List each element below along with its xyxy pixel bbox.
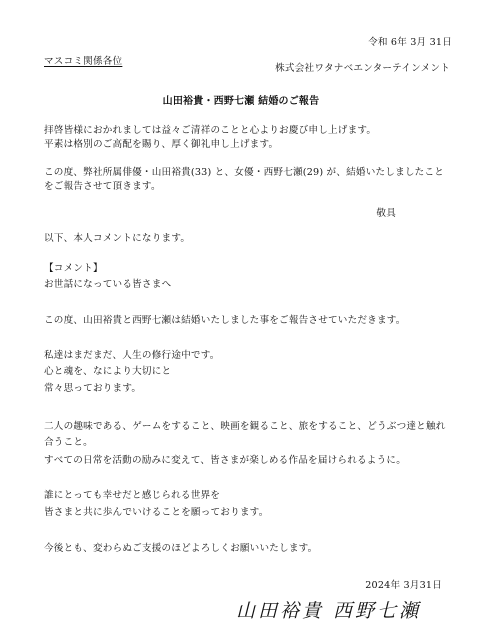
- comment-salutation: お世話になっている皆さまへ: [44, 279, 172, 290]
- comment-hobbies-line-1: 二人の趣味である、ゲームをすること、映画を観ること、旅をすること、どうぶつ達と触れ: [44, 421, 446, 432]
- comment-report: この度、山田裕貴と西野七瀬は結婚いたしました事をご報告させていただきます。: [44, 315, 406, 326]
- comment-hobbies-line-2: 合うこと。: [44, 437, 93, 448]
- recipient-line: マスコミ関係各位: [44, 56, 123, 67]
- document-date: 令和 6年 3月 31日: [368, 37, 452, 48]
- comment-wish-line-1: 誰にとっても幸せだと感じられる世界を: [44, 490, 221, 501]
- comment-growth-line-3: 常々思っております。: [44, 383, 142, 394]
- company-name: 株式会社ワタナベエンターテインメント: [275, 63, 450, 74]
- comment-intro: 以下、本人コメントになります。: [44, 233, 191, 244]
- document-title: 山田裕貴・西野七瀬 結婚のご報告: [162, 96, 320, 107]
- comment-heading: 【コメント】: [44, 263, 103, 274]
- comment-growth-line-1: 私達はまだまだ、人生の修行途中です。: [44, 350, 220, 361]
- closing-keigu: 敬具: [376, 208, 396, 219]
- signature-text: 山田裕貴 西野七瀬: [236, 600, 422, 622]
- comment-closing: 今後とも、変わらぬご支援のほどよろしくお願いいたします。: [44, 543, 318, 554]
- announcement-line-1: この度、弊社所属俳優・山田裕貴(33) と、女優・西野七瀬(29) が、結婚いたしましたこと: [44, 167, 445, 178]
- handwritten-signature: [232, 596, 442, 624]
- comment-wish-line-2: 皆さまと共に歩んでいけることを願っております。: [44, 507, 269, 518]
- greeting-line-1: 拝啓皆様におかれましては益々ご清祥のことと心よりお慶び申し上げます。: [44, 125, 377, 136]
- greeting-line-2: 平素は格別のご高配を賜り、厚く御礼申し上げます。: [44, 139, 279, 150]
- announcement-line-2: をご報告させて頂きます。: [44, 181, 161, 192]
- signature-date: 2024年 3月31日: [365, 580, 442, 591]
- comment-growth-line-2: 心と魂を、なにより大切にと: [44, 366, 172, 377]
- comment-hobbies-line-3: すべての日常を活動の励みに変えて、皆さまが楽しめる作品を届けられるように。: [44, 455, 406, 466]
